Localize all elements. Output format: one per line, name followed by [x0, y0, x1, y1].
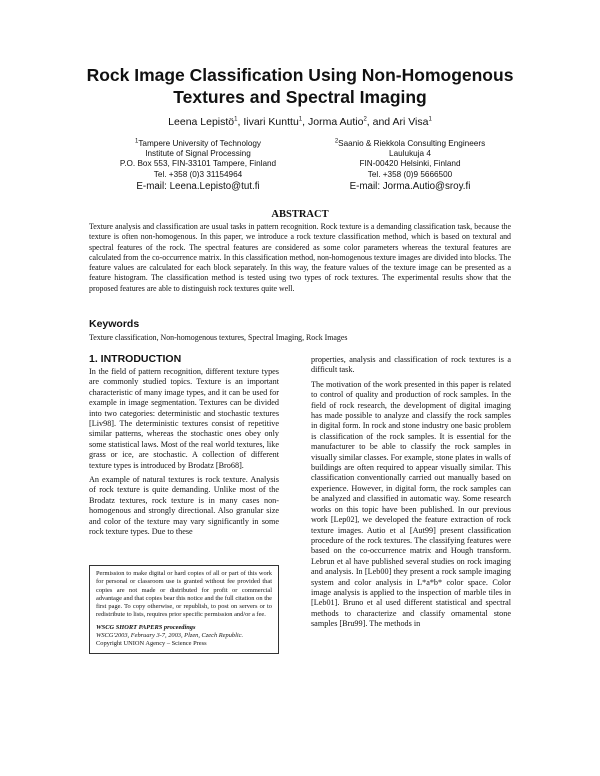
affiliation-line: Tampere University of Technology — [138, 139, 262, 148]
body-paragraph: In the field of pattern recognition, different texture types are commonly studied topics. Texture is an important characteristic of many image types, and it can be used for example in image segmentation. Textures can be divided into two categories: deterministic and stochastic textures [Liv98]. The deterministic textures consist of repetitive similar patterns, whereas the stochastic ones obey only some statistical laws. Most of the real world textures, like grass or ice, are stochastic. A collection of different texture types is introduced by Brodatz [Bro68]. — [89, 367, 279, 470]
section-heading-introduction: 1. INTRODUCTION — [89, 353, 182, 365]
body-paragraph: The motivation of the work presented in this paper is related to control of quality and production of rock samples. In the field of rock research, the development of digital imaging has made possible to analyze and classify the rock samples in digital form. In rock and stone industry one basic problem is classification of the rock samples. It is essential for the manufacturer to be able to classify the rock samples in visually similar classes. For example, stone plates in walls of buildings are often required to appear visually similar. This classification conventionally carried out manually based on experience. However, in digital form, the rock samples can be analyzed and classified in automatic way. Some research works on this topic have been published. In our previous work [Lep02], we developed the feature extraction of rock texture images. Autio et al [Aut99] present classification procedure of the rock textures. The classifying features were based on the co-occurrence matrix and Hough transform. Lebrun et al have published several studies on rock imaging and analysis. In [Leb00] they present a rock sample imaging system and color analysis in L*a*b* color space. Color image analysis is applied to the inspection of marble tiles in [Leb01]. Bruno et al used different statistical and spectral methods to characterize and classify ornamental stone samples [Bru99]. The methods in — [311, 379, 511, 629]
venue-detail: WSCG'2003, February 3-7, 2003, Plzen, Czech Republic. — [96, 632, 244, 640]
body-paragraph: properties, analysis and classification of rock textures is a difficult task. — [311, 355, 511, 375]
affiliation-line: Tel. +358 (0)3 31154964 — [153, 169, 243, 179]
affiliation-line: P.O. Box 553, FIN-33101 Tampere, Finland — [119, 159, 277, 169]
affiliation-line: Tel. +358 (0)9 5666500 — [367, 169, 453, 179]
copyright-line: Copyright UNION Agency – Science Press — [96, 640, 207, 648]
keywords-text: Texture classification, Non-homogenous textures, Spectral Imaging, Rock Images — [89, 333, 348, 342]
left-column — [89, 367, 279, 542]
affiliation-1 — [88, 139, 308, 193]
author-sup: 1 — [298, 116, 303, 123]
abstract-heading: ABSTRACT — [271, 209, 329, 220]
venue-title: WSCG SHORT PAPERS proceedings — [96, 623, 196, 631]
right-column — [311, 355, 511, 634]
title-line-2: Textures and Spectral Imaging — [173, 87, 427, 107]
author-list: Leena Lepistö$^1$, Iivari Kunttu$^1$, Jorma Autio$^2$, and Ari Visa$^1$ — [168, 116, 432, 128]
author-sup: 1 — [428, 116, 432, 123]
author-name: Jorma Autio — [307, 116, 364, 128]
affiliation-email: E-mail: Jorma.Autio@sroy.fi — [349, 180, 471, 192]
affiliation-line: Laulukuja 4 — [389, 149, 431, 159]
affiliation-2 — [300, 139, 520, 193]
author-name: and Ari Visa — [372, 116, 429, 128]
author-name: Leena Lepistö — [168, 116, 235, 128]
title-line-1: Rock Image Classification Using Non-Homogenous — [86, 65, 514, 85]
abstract-text: Texture analysis and classification are usual tasks in pattern recognition. Rock texture is a demanding classification task, because the texture is often non-homogenous. In this paper, we introduce a rock texture classification method, which is based on textural and spectral features of the rock. The spectral features are considered as some color parameters whereas the textural features are calculated from the co-occurrence matrix. In this classification method, non-homogenous texture images are divided into blocks. The feature values are calculated for each block separately. In this way, the feature values of the texture image can be presented as a feature histogram. The classification method is tested using two types of rock textures. The experimental results show that the proposed features are able to distinguish rock textures quite well. — [89, 222, 511, 293]
affiliation-line: Institute of Signal Processing — [145, 149, 251, 159]
affiliation-sup: 1 — [134, 138, 139, 145]
author-sup: 1 — [234, 116, 238, 123]
affiliation-line: FIN-00420 Helsinki, Finland — [359, 159, 461, 169]
author-sup: 2 — [363, 116, 367, 123]
affiliation-sup: 2 — [334, 138, 339, 145]
affiliation-email: E-mail: Leena.Lepisto@tut.fi — [136, 180, 260, 192]
body-paragraph: An example of natural textures is rock texture. Analysis of rock texture is quite demanding. Unlike most of the Brodatz textures, rock texture is in many cases non-homogenous and strongly directional. Also granular size and color of the texture may vary significantly in some rock texture types. Due to these — [89, 475, 279, 537]
author-name: Iivari Kunttu — [243, 116, 299, 128]
permission-text: Permission to make digital or hard copies of all or part of this work for personal or classroom use is granted without fee provided that copies are not made or distributed for profit or commercial advantage and that copies bear this notice and the full citation on the first page. To copy otherwise, or republish, to post on servers or to redistribute to lists, requires prior specific permission and/or a fee. — [96, 570, 272, 619]
paper-title — [0, 64, 600, 108]
permission-box — [89, 565, 279, 654]
affiliation-line: Saanio & Riekkola Consulting Engineers — [338, 139, 486, 148]
keywords-heading: Keywords — [89, 318, 140, 330]
